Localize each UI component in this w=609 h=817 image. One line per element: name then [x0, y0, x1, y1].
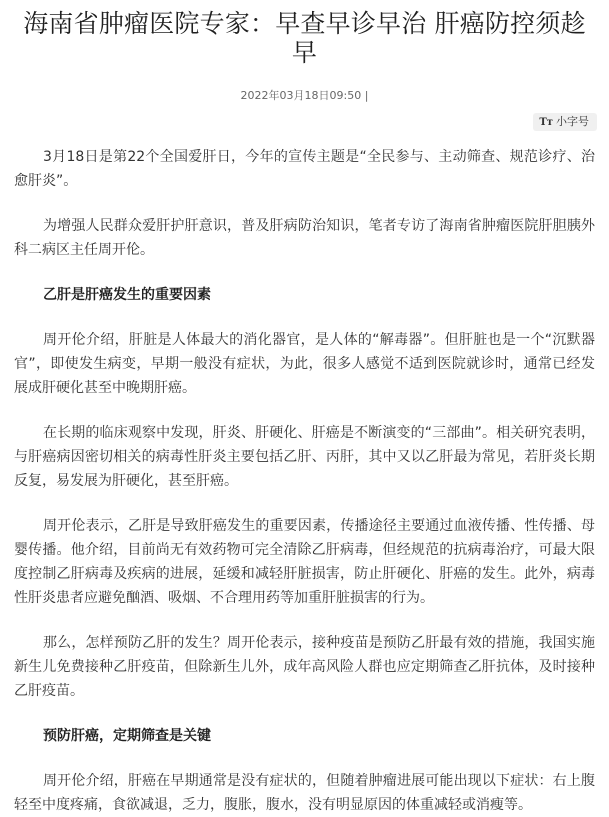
- article-body: [0, 145, 609, 817]
- article-toolbar: [0, 113, 609, 133]
- paragraph: 周开伦表示，乙肝是导致肝癌发生的重要因素，传播途径主要通过血液传播、性传播、母婴传播。他介绍，目前尚无有效药物可完全清除乙肝病毒，但经规范的抗病毒治疗，可最大限度控制乙肝病毒及疾病的进展，延缓和减轻肝脏损害，防止肝硬化、肝癌的发生。此外，病毒性肝炎患者应避免酗酒、吸烟、不合理用药等加重肝脏损害的行为。: [14, 518, 595, 606]
- section-heading: 乙肝是肝癌发生的重要因素: [43, 287, 211, 303]
- paragraph: 周开伦介绍，肝癌在早期通常是没有症状的，但随着肿瘤进展可能出现以下症状：右上腹轻至中度疼痛，食欲减退，乏力，腹胀，腹水，没有明显原因的体重减轻或消瘦等。: [14, 773, 595, 813]
- paragraph: 周开伦介绍，肝脏是人体最大的消化器官，是人体的“解毒器”。但肝脏也是一个“沉默器官”，即使发生病变，早期一般没有症状，为此，很多人感觉不适到医院就诊时，通常已经发展成肝硬化甚至中晚期肝癌。: [14, 332, 595, 396]
- publish-meta: 2022年03月18日09:50 |: [240, 89, 369, 102]
- paragraph: 为增强人民群众爱肝护肝意识，普及肝病防治知识，笔者专访了海南省肿瘤医院肝胆胰外科二病区主任周开伦。: [14, 218, 595, 258]
- paragraph: 那么，怎样预防乙肝的发生？周开伦表示，接种疫苗是预防乙肝最有效的措施，我国实施新生儿免费接种乙肝疫苗，但除新生儿外，成年高风险人群也应定期筛查乙肝抗体，及时接种乙肝疫苗。: [14, 635, 595, 699]
- article-title: 海南省肿瘤医院专家：早查早诊早治 肝癌防控须趁早: [23, 9, 586, 67]
- font-size-icon: Tт: [539, 117, 553, 128]
- font-size-toggle-button[interactable]: [533, 113, 597, 131]
- paragraph: 在长期的临床观察中发现，肝炎、肝硬化、肝癌是不断演变的“三部曲”。相关研究表明，与肝癌病因密切相关的病毒性肝炎主要包括乙肝、丙肝，其中又以乙肝最为常见，若肝炎长期反复，易发展为肝硬化，甚至肝癌。: [14, 425, 595, 489]
- section-heading: 预防肝癌，定期筛查是关键: [43, 728, 211, 744]
- paragraph: 3月18日是第22个全国爱肝日，今年的宣传主题是“全民参与、主动筛查、规范诊疗、治愈肝炎”。: [14, 149, 595, 189]
- font-size-label: 小字号: [556, 115, 589, 128]
